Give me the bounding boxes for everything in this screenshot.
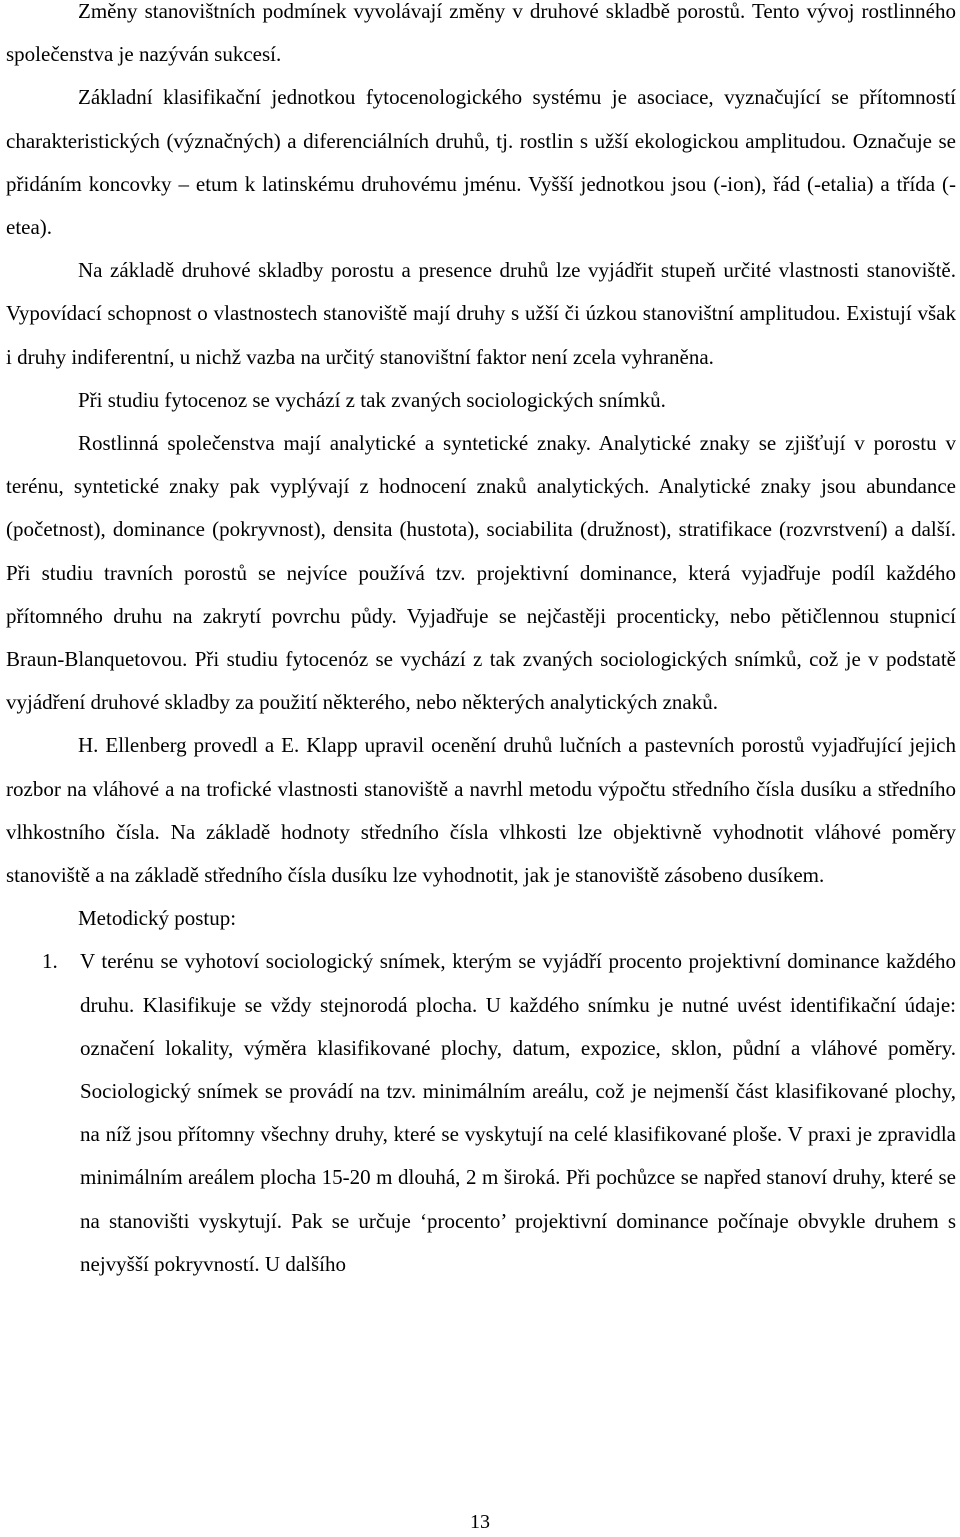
step-number: 1. (42, 949, 58, 974)
paragraph-association: Základní klasifikační jednotkou fytocenologického systému je asociace, vyznačující se přítomností charakteristických (význačných) a diferenciálních druhů, tj. rostlin s užší ekologickou amplitudou. Označuje se přidáním koncovky – etum k latinskému druhovému jménu. Vyšší jednotkou jsou (-ion), řád (-etalia) a třída (-etea). (6, 85, 956, 240)
paragraph-ellenberg-klapp: H. Ellenberg provedl a E. Klapp upravil ocenění druhů lučních a pastevních porostů vyjadřující jejich rozbor na vláhové a na trofické vlastnosti stanoviště a navrhl metodu výpočtu středního čísla dusíku a středního vlhkostního čísla. Na základě hodnoty středního čísla vlhkosti lze objektivně vyhodnotit vláhové poměry stanoviště a na základě středního čísla dusíku lze vyhodnotit, jak je stanoviště zásobeno dusíkem. (6, 733, 956, 888)
method-heading: Metodický postup: (78, 906, 237, 931)
step-text: V terénu se vyhotoví sociologický snímek, kterým se vyjádří procento projektivní dominance každého druhu. Klasifikuje se vždy stejnorodá plocha. U každého snímku je nutné uvést identifikační údaje: označení lokality, výměra klasifikované plochy, datum, expozice, sklon, půdní a vláhové poměry. Sociologický snímek se provádí na tzv. minimálním areálu, což je nejmenší část klasifikované plochy, na níž jsou přítomny všechny druhy, které se vyskytují na celé klasifikované ploše. V praxi je zpravidla minimálním areálem plocha 15-20 m dlouhá, 2 m široká. Při pochůzce se napřed stanoví druhy, které se na stanovišti vyskytují. Pak se určuje ‘procento’ projektivní dominance počínaje obvykle druhem s nejvyšší pokryvností. U dalšího (80, 949, 956, 1276)
method-steps-list (6, 940, 956, 1286)
document-page (6, 0, 956, 1286)
page-number: 13 (470, 1511, 490, 1533)
paragraph-analytical-features: Rostlinná společenstva mají analytické a syntetické znaky. Analytické znaky se zjišťují v porostu v terénu, syntetické znaky pak vyplývají z hodnocení znaků analytických. Analytické znaky jsou abundance (početnost), dominance (pokryvnost), densita (hustota), sociabilita (družnost), stratifikace (rozvrstvení) a další. Při studiu travních porostů se nejvíce používá tzv. projektivní dominance, která vyjadřuje podíl každého přítomného druhu na zakrytí povrchu půdy. Vyjadřuje se nejčastěji procenticky, nebo pětičlennou stupnicí Braun-Blanquetovou. Při studiu fytocenóz se vychází z tak zvaných sociologických snímků, což je v podstatě vyjádření druhové skladby za použití některého, nebo některých analytických znaků. (6, 431, 956, 715)
method-step (6, 940, 956, 1286)
paragraph-succession: Změny stanovištních podmínek vyvolávají změny v druhové skladbě porostů. Tento vývoj rostlinného společenstva je nazýván sukcesí. (6, 0, 956, 67)
paragraph-species-composition: Na základě druhové skladby porostu a presence druhů lze vyjádřit stupeň určité vlastnosti stanoviště. Vypovídací schopnost o vlastnostech stanoviště mají druhy s užší či úzkou stanovištní amplitudou. Existují však i druhy indiferentní, u nichž vazba na určitý stanovištní faktor není zcela vyhraněna. (6, 258, 956, 369)
paragraph-sociological-releves: Při studiu fytocenoz se vychází z tak zvaných sociologických snímků. (78, 387, 666, 412)
